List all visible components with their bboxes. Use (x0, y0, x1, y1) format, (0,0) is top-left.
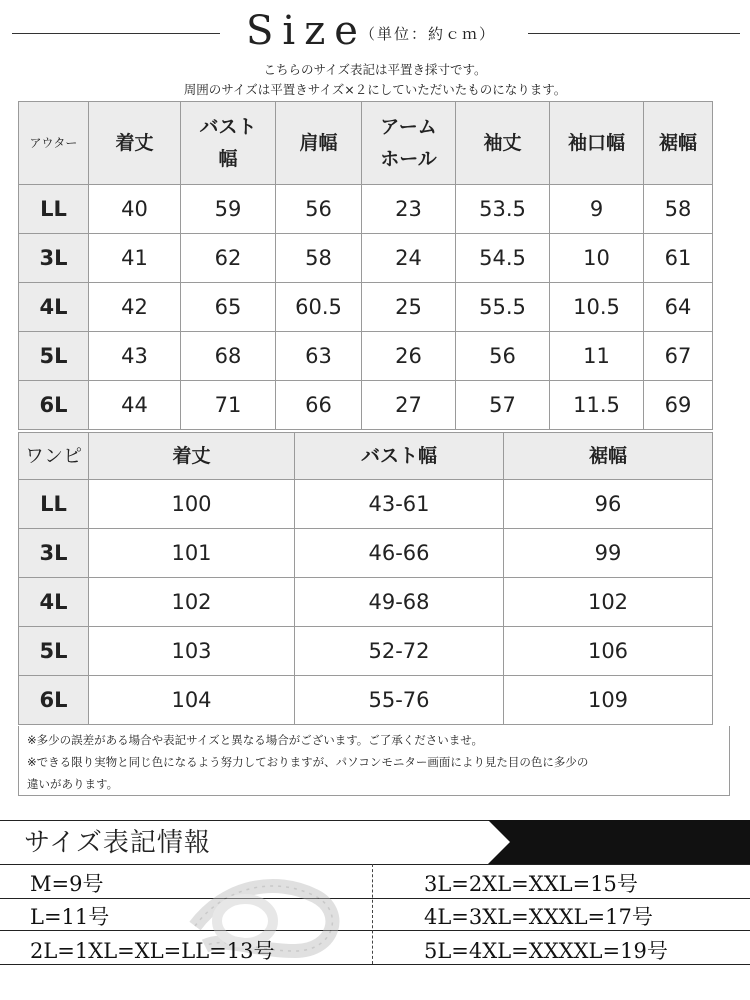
measurement-note: こちらのサイズ表記は平置き採寸です。 (263, 62, 487, 77)
value-cell: 52-72 (295, 627, 504, 676)
dress-col-header: バスト幅 (295, 433, 504, 480)
size-cell: LL (19, 480, 89, 529)
value-cell: 57 (456, 381, 550, 430)
circumference-note: 周囲のサイズは平置きサイズ×２にしていただいたものになります。 (183, 82, 567, 97)
value-cell: 42 (89, 283, 181, 332)
value-cell: 103 (89, 627, 295, 676)
size-cell: 5L (19, 332, 89, 381)
value-cell: 62 (181, 234, 276, 283)
section-rule (0, 898, 750, 899)
value-cell: 53.5 (456, 185, 550, 234)
size-cell: 4L (19, 283, 89, 332)
value-cell: 58 (644, 185, 713, 234)
size-mapping: 4L=3XL=XXXL=17号 (424, 905, 653, 929)
disclaimer-notes (18, 726, 730, 796)
size-mapping: 5L=4XL=XXXXL=19号 (424, 939, 668, 963)
outer-col-header: 袖口幅 (550, 102, 644, 185)
dress-col-header: 着丈 (89, 433, 295, 480)
value-cell: 109 (504, 676, 713, 725)
value-cell: 56 (276, 185, 362, 234)
value-cell: 9 (550, 185, 644, 234)
outer-col-header: 着丈 (89, 102, 181, 185)
value-cell: 41 (89, 234, 181, 283)
size-cell: 3L (19, 234, 89, 283)
size-mapping: L=11号 (30, 905, 110, 929)
table-row (19, 283, 713, 332)
size-cell: 4L (19, 578, 89, 627)
value-cell: 101 (89, 529, 295, 578)
dress-col-header: 裾幅 (504, 433, 713, 480)
value-cell: 69 (644, 381, 713, 430)
value-cell: 104 (89, 676, 295, 725)
value-cell: 55-76 (295, 676, 504, 725)
table-row (19, 627, 713, 676)
value-cell: 11.5 (550, 381, 644, 430)
size-mapping: 3L=2XL=XXL=15号 (424, 872, 638, 896)
value-cell: 56 (456, 332, 550, 381)
table-row (19, 332, 713, 381)
table-row (19, 529, 713, 578)
value-cell: 23 (362, 185, 456, 234)
value-cell: 26 (362, 332, 456, 381)
outer-col-header: 裾幅 (644, 102, 713, 185)
disclaimer-line: ※できる限り実物と同じ色になるよう努力しておりますが、パソコンモニター画面により見た目の色に多少の (27, 755, 589, 769)
size-cell: LL (19, 185, 89, 234)
size-mapping: M=9号 (30, 872, 104, 896)
value-cell: 49-68 (295, 578, 504, 627)
table-row (19, 185, 713, 234)
value-cell: 58 (276, 234, 362, 283)
size-cell: 3L (19, 529, 89, 578)
value-cell: 61 (644, 234, 713, 283)
size-cell: 6L (19, 676, 89, 725)
header-rule-right (528, 33, 740, 34)
outer-header-row (19, 102, 713, 185)
disclaimer-line: 違いがあります。 (27, 777, 119, 791)
unit-label: （単位：約ｃｍ） (360, 25, 497, 43)
dress-size-table (18, 432, 713, 725)
table-row (19, 480, 713, 529)
size-mapping: 2L=1XL=XL=LL=13号 (30, 939, 275, 963)
value-cell: 68 (181, 332, 276, 381)
section-divider (372, 864, 373, 964)
table-row (19, 676, 713, 725)
outer-col-header: 肩幅 (276, 102, 362, 185)
dress-corner-label: ワンピ (19, 433, 89, 480)
value-cell: 25 (362, 283, 456, 332)
table-row (19, 234, 713, 283)
header-rule-left (12, 33, 220, 34)
value-cell: 64 (644, 283, 713, 332)
size-cell: 6L (19, 381, 89, 430)
size-cell: 5L (19, 627, 89, 676)
table-row (19, 578, 713, 627)
outer-col-header: アーム ホール (362, 102, 456, 185)
value-cell: 96 (504, 480, 713, 529)
dress-header-row (19, 433, 713, 480)
value-cell: 44 (89, 381, 181, 430)
disclaimer-line: ※多少の誤差がある場合や表記サイズと異なる場合がございます。ご了承くださいませ。 (27, 733, 483, 747)
section-banner (488, 820, 750, 864)
outer-col-header: バスト 幅 (181, 102, 276, 185)
value-cell: 66 (276, 381, 362, 430)
value-cell: 106 (504, 627, 713, 676)
value-cell: 59 (181, 185, 276, 234)
value-cell: 102 (89, 578, 295, 627)
table-row (19, 381, 713, 430)
value-cell: 55.5 (456, 283, 550, 332)
outer-corner-label: アウター (19, 102, 89, 185)
section-title: サイズ表記情報 (24, 828, 211, 858)
value-cell: 10 (550, 234, 644, 283)
value-cell: 10.5 (550, 283, 644, 332)
value-cell: 43 (89, 332, 181, 381)
outer-col-header: 袖丈 (456, 102, 550, 185)
value-cell: 43-61 (295, 480, 504, 529)
section-rule (0, 864, 750, 865)
value-cell: 65 (181, 283, 276, 332)
value-cell: 71 (181, 381, 276, 430)
value-cell: 67 (644, 332, 713, 381)
value-cell: 63 (276, 332, 362, 381)
value-cell: 46-66 (295, 529, 504, 578)
value-cell: 60.5 (276, 283, 362, 332)
page-title: Size (246, 8, 367, 54)
value-cell: 102 (504, 578, 713, 627)
value-cell: 54.5 (456, 234, 550, 283)
value-cell: 40 (89, 185, 181, 234)
value-cell: 27 (362, 381, 456, 430)
value-cell: 11 (550, 332, 644, 381)
value-cell: 100 (89, 480, 295, 529)
outer-size-table (18, 101, 713, 430)
value-cell: 99 (504, 529, 713, 578)
value-cell: 24 (362, 234, 456, 283)
